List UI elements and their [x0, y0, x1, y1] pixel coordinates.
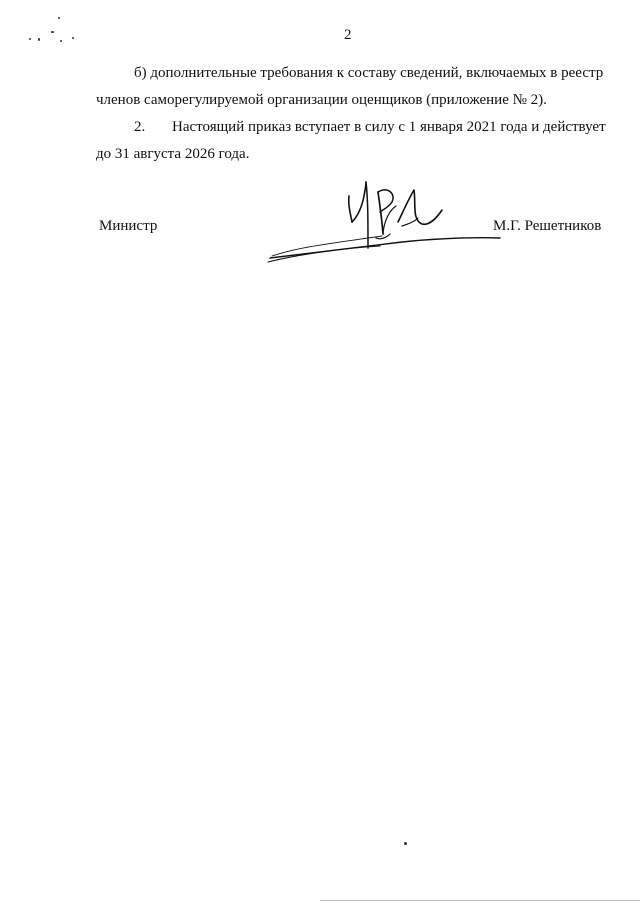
scan-speck	[60, 40, 62, 42]
position-title: Министр	[99, 218, 158, 234]
scan-speck	[38, 38, 40, 41]
scan-speck	[58, 17, 60, 19]
item-2-number: 2.	[134, 119, 146, 135]
item-2-line-1	[134, 114, 606, 141]
signer-name: М.Г. Решетников	[493, 218, 602, 234]
scan-speck	[51, 31, 54, 33]
scan-speck	[29, 38, 31, 40]
item-b-line-1: б) дополнительные требования к составу сведений, включаемых в реестр	[134, 65, 604, 81]
scan-speck	[72, 37, 74, 39]
page-number: 2	[344, 27, 352, 43]
item-2-text: Настоящий приказ вступает в силу с 1 января 2021 года и действует	[172, 119, 606, 135]
scan-speck	[404, 842, 407, 845]
scan-bottom-edge	[320, 900, 640, 901]
item-b-line-2: членов саморегулируемой организации оценщиков (приложение № 2).	[96, 92, 547, 108]
item-2-line-2: до 31 августа 2026 года.	[96, 146, 250, 162]
handwritten-signature	[262, 176, 502, 268]
